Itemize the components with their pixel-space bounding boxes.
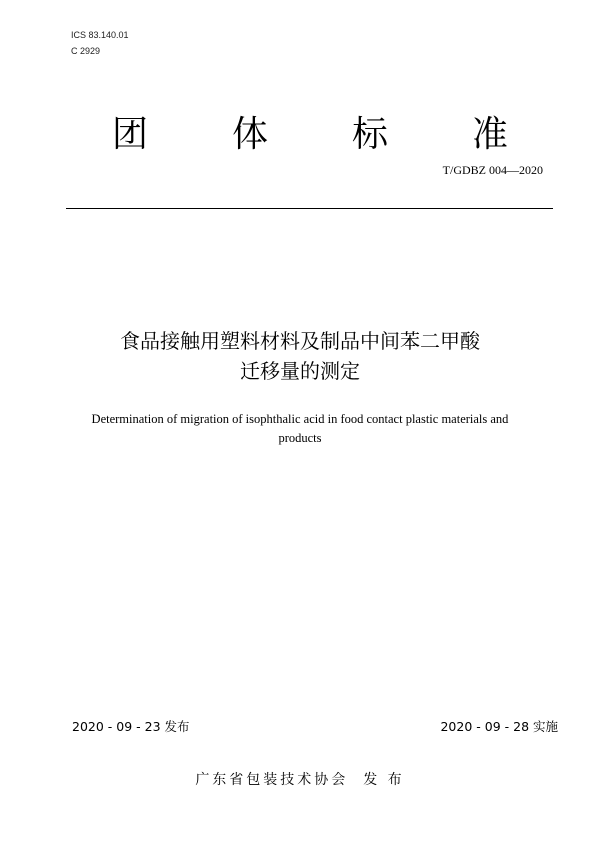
standard-code: T/GDBZ 004—2020 — [442, 163, 543, 177]
chinese-title-line: 食品接触用塑料材料及制品中间苯二甲酸 — [120, 329, 480, 353]
heading-char: 团 — [112, 114, 149, 155]
divider — [66, 208, 553, 209]
ics-code: ICS 83.140.01 — [71, 30, 129, 40]
publish-date: 2020 - 09 - 23 发布 — [72, 719, 190, 734]
heading-char: 标 — [352, 114, 389, 155]
chinese-title-line: 迁移量的测定 — [240, 359, 360, 383]
implement-date: 2020 - 09 - 28 实施 — [440, 719, 558, 734]
ccs-code: C 2929 — [71, 46, 101, 56]
english-title-line: products — [278, 431, 322, 445]
english-title-line: Determination of migration of isophthalic acid in food contact plastic materials and — [91, 412, 509, 426]
heading-char: 体 — [232, 114, 269, 155]
issuer: 广东省包装技术协会 发 布 — [195, 772, 405, 788]
heading-char: 准 — [472, 114, 509, 155]
chinese-title — [0, 326, 600, 386]
english-title — [60, 410, 540, 448]
